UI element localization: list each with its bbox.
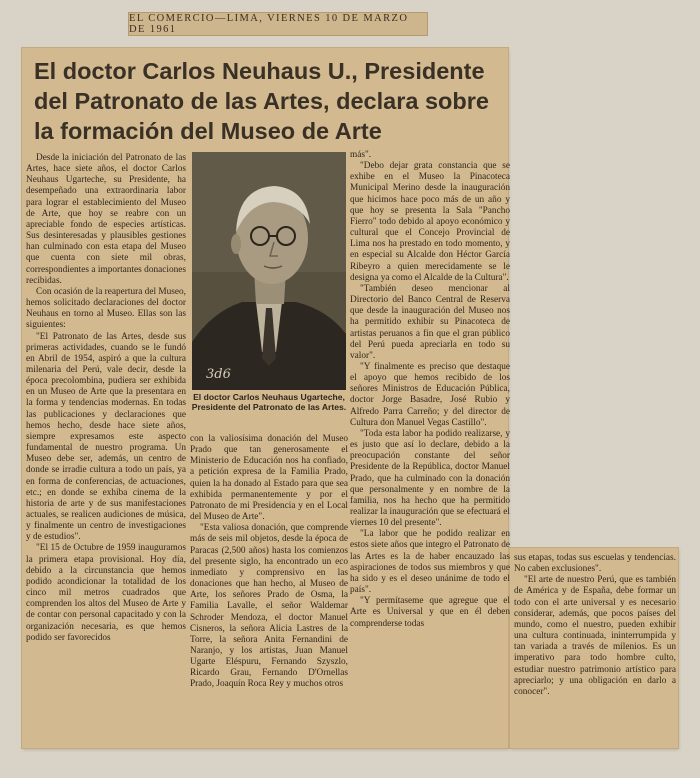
paragraph: "Y finalmente es preciso que destaque el apoyo que hemos recibido de los señores Ministros de Educación Pública, doctor Jorge Basadre, José Rubio y Alfredo Parra Carreño; y del director de Cultura don Manuel Vegas Castillo". [350,361,510,428]
paragraph: "Y permítaseme que agregue que el Arte es Universal y que en él deben comprenderse todas [350,596,510,629]
paragraph: con la valiosísima donación del Museo Prado que tan generosamente el Ministerio de Educación nos ha confiado, a petición expresa de la Familia Prado, quien la ha donado al Estado para que sea exhibida permanentemente y por el Patronato de mi Presidencia y en el Local del Museo de Arte". [190,434,348,523]
paragraph: Desde la iniciación del Patronato de las Artes, hace siete años, el doctor Carlos Neuhaus Ugarteche, su Presidente, ha desempeñado una extraordinaria labor para lograr el establecimiento del Museo de Arte, que hoy se reabre con un apreciable fondo de especies artísticas. Sus desinteresadas y plausibles gestiones han culminado con esta etapa del Museo que cuenta con siete mil obras, correspondientes a importantes donaciones recibidas. [26,153,186,286]
article-column-1 [26,153,186,644]
paragraph: "Debo dejar grata constancia que se exhibe en el Museo la Pinacoteca Municipal Merino desde la inauguración que hicimos hace poco más de un año y que hoy se presenta la Sala "Pancho Fierro" todo debido al apoyo económico y cultural que el Concejo Provincial de Lima nos ha prestado en todo momento, y en especial su Alcalde don Héctor García Ribeyro a quien merecidamente se le designa ya como el Alcalde de la Cultura". [350,161,510,283]
paragraph: "Esta valiosa donación, que comprende más de seis mil objetos, desde la época de Paracas (2,500 años) hasta los comienzos del presente siglo, ha encontrado un eco inmediato y comprensivo en las donaciones que han hecho, al Museo de Arte, los señores Prado de Osma, la Familia Lavalle, el señor Waldemar Schroder Mendoza, el doctor Manuel Cisneros, la señora Alicia Lastres de la Torre, la señora Anita Fernandini de Naranjo, y los artistas, Juan Manuel Ugarte Eléspuru, Fernando Szyszlo, Ricardo Grau, Fernando D'Ornellas Prado, Joaquín Roca Rey y muchos otros [190,523,348,690]
paragraph: "También deseo mencionar al Directorio del Banco Central de Reserva que desde la inauguración del Museo nos ha permitido exhibir su Pinacoteca de artistas peruanos a fin que el gran público del Perú pueda apreciarla en todo su valor". [350,283,510,361]
masthead-text: EL COMERCIO—LIMA, VIERNES 10 DE MARZO DE 1961 [129,13,409,35]
paragraph: "El 15 de Octubre de 1959 inauguramos la primera etapa provisional. Hoy día, debido a la circunstancia que hemos podido acondicionar la totalidad de los cinco mil metros cuadrados que comprenden los altos del Museo de Arte y de contar con personal capacitado y con la organización necesaria, es que hemos podido ser favorecidos [26,543,186,643]
paragraph: "El arte de nuestro Perú, que es también de América y de España, debe formar un todo con el arte universal y es necesario considerar, además, que pocos países del mundo, como el nuestro, pueden exhibir una cultura continuada, ininterrumpida y tan variada a través de milenios. Es un imperativo para todo hombre culto, estudiar nuestro patrimonio artístico para apreciarlo; y una obligación en darlo a conocer". [514,575,676,697]
article-column-3 [350,150,510,630]
paragraph: "El Patronato de las Artes, desde sus primeras actividades, cuando se le fundó en Abril de 1954, aspiró a que la cultura milenaria del Perú, vale decir, desde la época precolombina, pudiera ser exhibida en un Museo de Arte que la presentara en la forma y tendencias modernas. En todas las publicaciones y declaraciones que hemos hecho, desde hace siete años, siempre expresamos este aspecto fundamental de nuestro programa. Un Museo debe ser, además, un centro de donde se irradie cultura a todo un país, ya en forma de conferencias, de actuaciones, etc.; en donde se exhiba cinema de la historia de arte y de sus manifestaciones actuales, se realicen audiciones de música, y finalmente un centro de investigaciones y de estudios". [26,331,186,543]
portrait-illustration [192,152,346,390]
paragraph: Con ocasión de la reapertura del Museo, hemos solicitado declaraciones del doctor Neuhaus en torno al Museo. Ellas son las siguientes: [26,286,186,331]
article-column-4 [514,553,676,698]
article-column-2 [190,434,348,691]
article-headline: El doctor Carlos Neuhaus U., Presidente del Patronato de las Artes, declara sobre la formación del Museo de Arte [34,58,489,144]
photo-signature: 3d6 [206,367,231,382]
newspaper-masthead [128,12,428,36]
photo-caption: El doctor Carlos Neuhaus Ugarteche, Presidente del Patronato de las Artes. [191,392,347,413]
paragraph: "Toda esta labor ha podido realizarse, y es justo que así lo declare, debido a la preocupación constante del señor Presidente de la República, doctor Manuel Prado, que ha culminado con la donación que personalmente y en nombre de la familia, nos ha hecho que ha permitido realizar la inauguración que se efectuará el viernes 10 del presente". [350,428,510,529]
paragraph: "La labor que he podido realizar en estos siete años que integro el Patronato de las Artes es la de haber encauzado las aspiraciones de todos sus miembros y que ha sido y es el deseo unánime de todo el país". [350,529,510,596]
paragraph: sus etapas, todas sus escuelas y tendencias. No caben exclusiones". [514,553,676,575]
portrait-photo [192,152,346,390]
paragraph: más". [350,150,372,160]
